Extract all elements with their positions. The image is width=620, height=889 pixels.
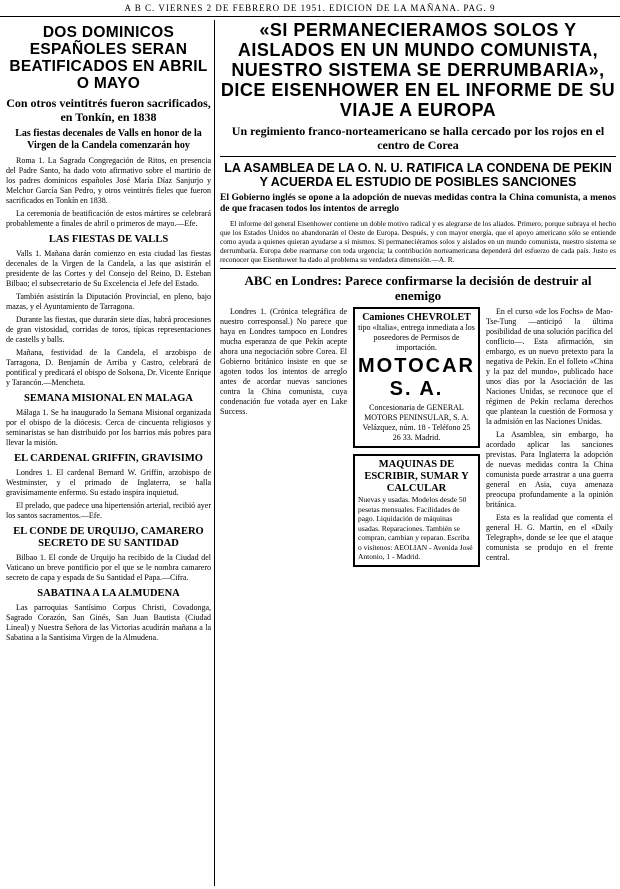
- article-body-eisenhower: El informe del general Eisenhower contiene un doble motivo radical y es alegrarse de los aliados. Primero, porque subraya el hecho que los Estados Unidos no abandonarán el Oeste de Europa. Después, y con mayor energía, que el apoyo americano sólo se entiende como ayuda a quienes quieran ayudarse a sí mismos. Si permaneciéramos solos y aislados en un mundo comunista, nuestro sistema se derrumbaría. Europa debe rearmarse con toda urgencia; la contribución norteamericana dependerá del esfuerzo de cada país. Justo es reconocer que Eisenhower ha dado al problema su verdadera dimensión.—A. R.: [220, 219, 616, 264]
- left-column: [6, 20, 211, 886]
- paragraph: La Asamblea, sin embargo, ha acordado aplicar las sanciones previstas. Para Inglaterra la adopción de nuevas medidas contra la China comunista puede arrastrar a una guerra general en Asia, cuya amenaza preocupa profundamente a la opinión británica.: [486, 430, 613, 509]
- paragraph: Londres 1. El cardenal Bernard W. Griffin, arzobispo de Westminster, y el primado de Inglaterra, se halla gravísimamente enfermo. Su estado inspira inquietud.: [6, 468, 211, 497]
- paragraph: Mañana, festividad de la Candela, el arzobispo de Tarragona, D. Benjamín de Arriba y Castro, celebrará de pontifical y predicará el obispo de Solsona, Dr. Vicente Enrique y Tarancón.—Mencheta.: [6, 348, 211, 387]
- subdeck-valls: Las fiestas decenales de Valls en honor de la Virgen de la Candela comenzarán hoy: [15, 128, 202, 151]
- ad-chevrolet-title: Camiones CHEVROLET: [362, 312, 471, 323]
- ad-maquinas: [353, 454, 480, 567]
- paragraph: La ceremonia de beatificación de estos mártires se celebrará probablemente a finales de abril o primeros de mayo.—Efe.: [6, 209, 211, 228]
- ad-chevrolet: [353, 307, 480, 448]
- paragraph: El prelado, que padece una hipertensión arterial, recibió ayer los santos sacramentos.—Efe.: [6, 501, 211, 520]
- ad-motocar-brand: MOTOCAR S. A.: [358, 355, 475, 400]
- section-head-valls: LAS FIESTAS DE VALLS: [48, 234, 169, 245]
- paragraph: Valls 1. Mañana darán comienzo en esta ciudad las fiestas decenales de la Virgen de la Candela, a las que asistirán el presidente de las Cortes y del Consejo del Reino, D. Esteban Bilbao; el subsecretario de Su Excelencia el Jefe del Estado.: [6, 249, 211, 288]
- paragraph: Durante las fiestas, que durarán siete días, habrá procesiones de gran vistosidad, corridas de toros, típicas representaciones de castells y balls.: [6, 315, 211, 344]
- paragraph: Málaga 1. Se ha inaugurado la Semana Misional organizada por el obispo de la diócesis. Cerca de cincuenta religiosos y seminaristas se han distribuido por los barrios más pobres para llevar la misión.: [6, 408, 211, 447]
- column-rule: [214, 20, 215, 886]
- paragraph: Bilbao 1. El conde de Urquijo ha recibido de la Ciudad del Vaticano un breve pontificio por el que se le nombra camarero secreto de capa y espada de Su Santidad el Papa.—Cifra.: [6, 553, 211, 582]
- sub-column-ads: [353, 307, 480, 567]
- sub-column-3: [486, 307, 613, 567]
- section-head-urquijo: EL CONDE DE URQUIJO, CAMARERO SECRETO DE SU SANTIDAD: [13, 526, 204, 549]
- section-head-griffin: EL CARDENAL GRIFFIN, GRAVISIMO: [14, 453, 203, 464]
- ad-motocar-address: Concesionaria de GENERAL MOTORS PENINSULAR, S. A. Velázquez, núm. 18 - Teléfono 25 26 33. Madrid.: [362, 403, 471, 442]
- paragraph: También asistirán la Diputación Provincial, en pleno, bajo mazas, y el Ayuntamiento de Tarragona.: [6, 292, 211, 311]
- deck-dominicos: Con otros veintitrés fueron sacrificados, en Tonkín, en 1838: [6, 96, 211, 124]
- paragraph: Roma 1. La Sagrada Congregación de Ritos, en presencia del Padre Santo, ha dado voto afirmativo sobre el martirio de los padres dominicos españoles José María Díaz Sanjurjo y Melchor García San Pedro, y otros veintitrés fieles que fueron sacrificados en Tonkín en 1838.: [6, 156, 211, 205]
- paragraph: Londres 1. (Crónica telegráfica de nuestro corresponsal.) No parece que haya en Londres tampoco en Londres mucha esperanza de que Pekín acepte ahora una negociación sobre Corea. El Gobierno británico insiste en que se agoten todos los intentos de arreglo antes de acordar nuevas sanciones contra la China comunista, cuya condenación fue votada ayer en Lake Success.: [220, 307, 347, 416]
- headline-dominicos: DOS DOMINICOS ESPAÑOLES SERAN BEATIFICADOS EN ABRIL O MAYO: [9, 24, 208, 92]
- divider: [220, 156, 616, 157]
- sub-columns: [220, 307, 616, 567]
- ad-chevrolet-text: tipo «Italia», entrega inmediata a los poseedores de Permisos de importación.: [358, 323, 475, 352]
- ad-maquinas-text: Nuevas y usadas. Modelos desde 50 pesetas mensuales. Facilidades de pago. Liquidación de máquinas usadas. Reparaciones. También se compran, cambian y reparan. Escriba o visítenos: AEOLIAN - Avenida José Antonio, 1 - Madrid.: [358, 495, 473, 561]
- paragraph: En el curso «de los Fochs» de Mao-Tse-Tung —anticipó la última posibilidad de una solución pacífica del conflicto—. Esta afirmación, sin embargo, es un nuevo pretexto para la negativa de Pekín. En el folleto «China y la paz del mundo», publicado hace unos días por la Asociación de las Naciones Unidas, se reconoce que el régimen de Pekín reclama derechos que plantean la cuestión de Formosa y la admisión en las Naciones Unidas.: [486, 307, 613, 426]
- headline-abc-londres: ABC en Londres: Parece confirmarse la decisión de destruir al enemigo: [244, 273, 592, 303]
- divider: [220, 268, 616, 269]
- section-head-malaga: SEMANA MISIONAL EN MALAGA: [24, 393, 193, 404]
- sub-column-1: [220, 307, 347, 567]
- page-header: A B C. VIERNES 2 DE FEBRERO DE 1951. EDICION DE LA MAÑANA. PAG. 9: [0, 0, 620, 17]
- section-head-almudena: SABATINA A LA ALMUDENA: [37, 588, 180, 599]
- lede-gobierno-ingles: El Gobierno inglés se opone a la adopción de nuevas medidas contra la China comunista, a menos de que fracasen todos los intentos de arreglo: [220, 193, 616, 214]
- right-column: [220, 20, 616, 886]
- paragraph: Esta es la realidad que comenta el general H. G. Martin, en el «Daily Telegraph», donde se lee que el ataque comunista se produjo en el frente central.: [486, 513, 613, 562]
- headline-eisenhower: «SI PERMANECIERAMOS SOLOS Y AISLADOS EN UN MUNDO COMUNISTA, NUESTRO SISTEMA SE DERRUMBARIA», DICE EISENHOWER EN EL INFORME DE SU VIAJE A EUROPA: [220, 20, 616, 120]
- deck-corea: Un regimiento franco-norteamericano se halla cercado por los rojos en el centro de Corea: [231, 124, 605, 152]
- paragraph: Las parroquias Santísimo Corpus Christi, Covadonga, Sagrado Corazón, San Ginés, San Juan Bautista (Ciudad Lineal) y Nuestra Señora de las Victorias acudirán mañana a la Sabatina a la Santísima Virgen de la Almudena.: [6, 603, 211, 642]
- headline-onu: LA ASAMBLEA DE LA O. N. U. RATIFICA LA CONDENA DE PEKIN Y ACUERDA EL ESTUDIO DE POSIBLES SANCIONES: [224, 161, 612, 189]
- ad-maquinas-title: MAQUINAS DE ESCRIBIR, SUMAR Y CALCULAR: [364, 459, 469, 494]
